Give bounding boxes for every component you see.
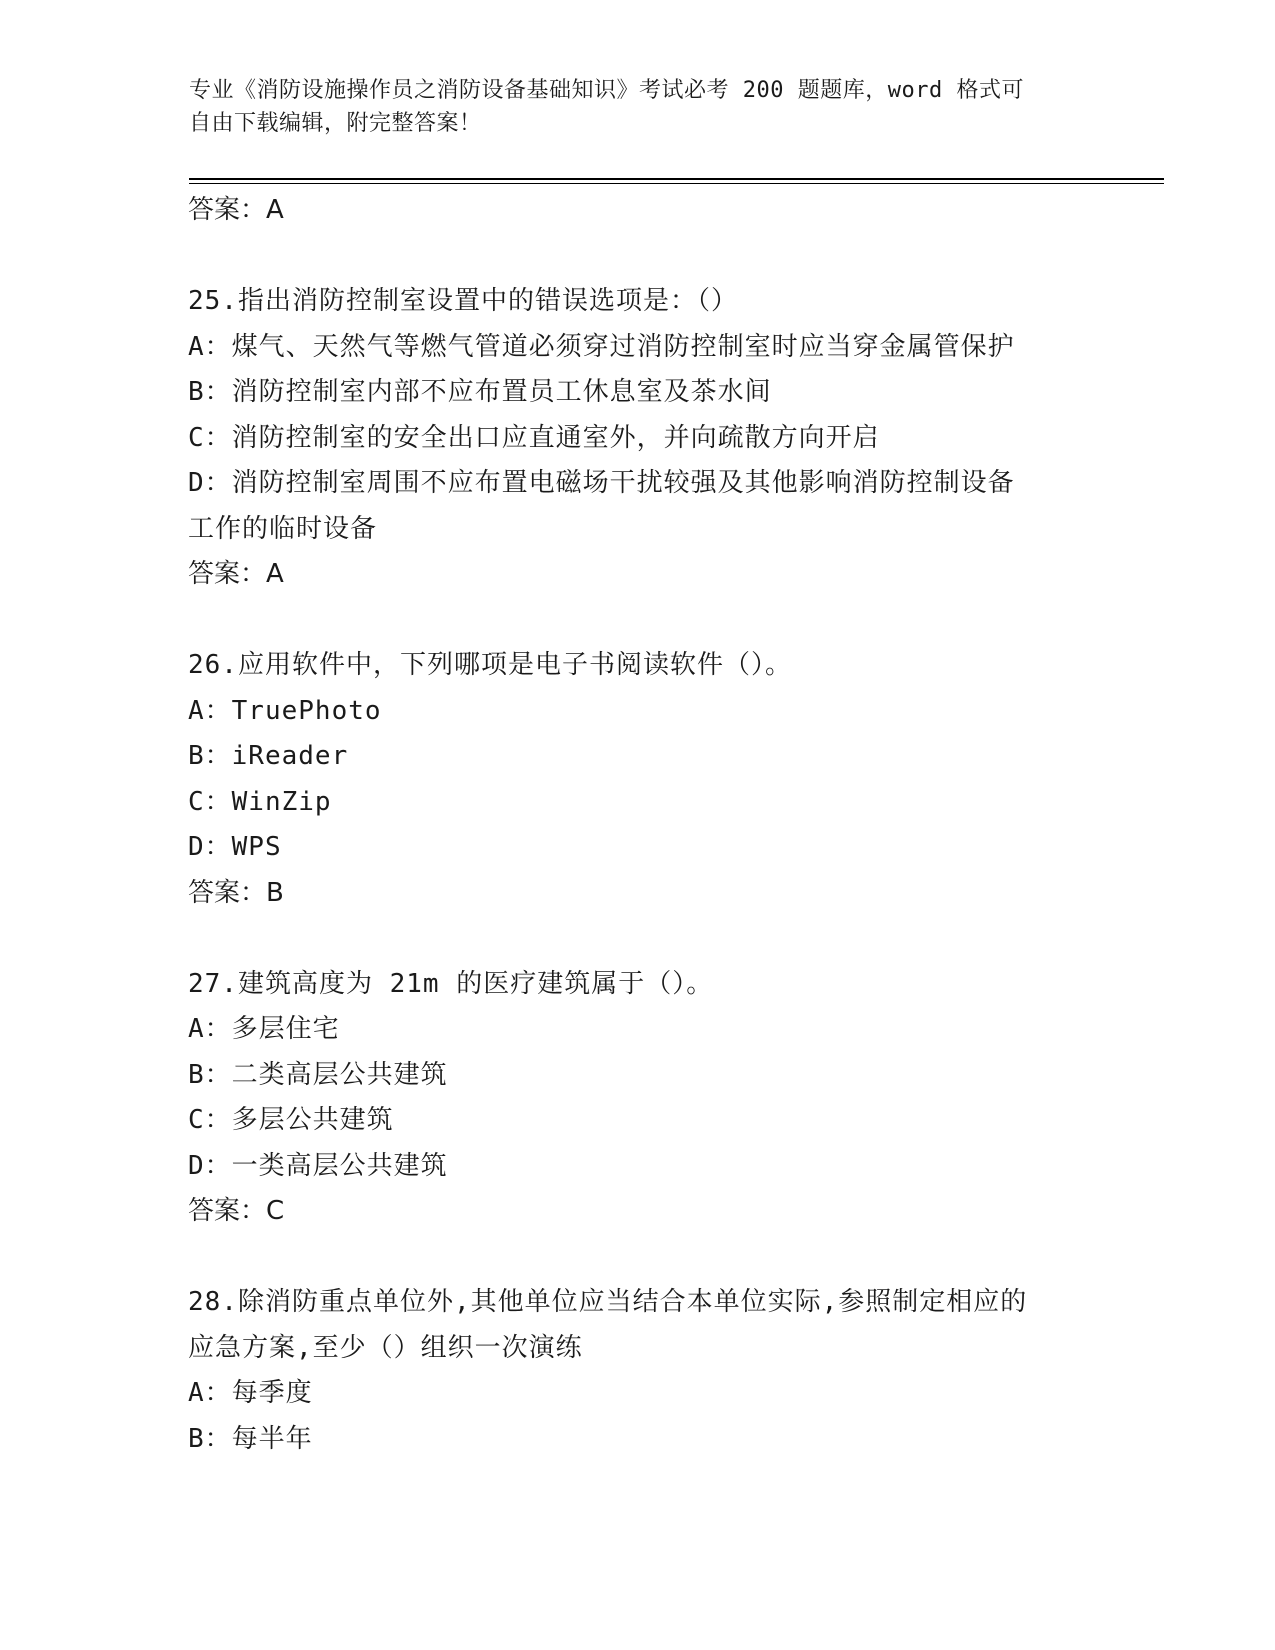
- question-option: A：每季度: [188, 1378, 313, 1408]
- question-answer: 答案：A: [188, 559, 284, 589]
- question-answer: 答案：B: [188, 877, 284, 908]
- header-rule-thin: [189, 183, 1164, 184]
- question-block: [188, 643, 1088, 916]
- question-option: B：每半年: [188, 1423, 313, 1454]
- question-option: B：二类高层公共建筑: [188, 1059, 448, 1090]
- question-option: B：iReader: [188, 741, 349, 771]
- question-block: [188, 962, 1088, 1235]
- question-spacer: [188, 598, 1088, 644]
- previous-answer: 答案：A: [188, 195, 284, 225]
- question-spacer: [188, 234, 1088, 280]
- question-block: [188, 279, 1088, 598]
- question-spacer: [188, 1235, 1088, 1281]
- questions-container: [188, 234, 1088, 1463]
- question-option: 工作的临时设备: [188, 513, 378, 544]
- question-option: A：多层住宅: [188, 1014, 340, 1044]
- question-option: A：煤气、天然气等燃气管道必须穿过消防控制室时应当穿金属管保护: [188, 331, 1015, 362]
- question-option: C：WinZip: [188, 786, 332, 817]
- question-stem: 27.建筑高度为 21m 的医疗建筑属于（）。: [188, 968, 714, 999]
- question-option: C：多层公共建筑: [188, 1105, 394, 1135]
- question-stem: 应急方案,至少（）组织一次演练: [188, 1332, 583, 1363]
- question-option: D：WPS: [188, 832, 282, 862]
- question-spacer: [188, 916, 1088, 962]
- document-header: [189, 74, 1089, 140]
- header-line-2: 自由下载编辑，附完整答案！: [189, 111, 482, 136]
- question-option: D：消防控制室周围不应布置电磁场干扰较强及其他影响消防控制设备: [188, 468, 1015, 498]
- question-block: [188, 1280, 1088, 1462]
- question-stem: 25.指出消防控制室设置中的错误选项是：（）: [188, 286, 738, 316]
- question-option: D：一类高层公共建筑: [188, 1150, 448, 1181]
- header-line-1: 专业《消防设施操作员之消防设备基础知识》考试必考 200 题题库，word 格式可: [189, 78, 1024, 103]
- question-option: A：TruePhoto: [188, 695, 382, 726]
- question-list: [188, 188, 1088, 1462]
- question-stem: 26.应用软件中，下列哪项是电子书阅读软件（）。: [188, 650, 792, 680]
- question-stem: 28.除消防重点单位外,其他单位应当结合本单位实际,参照制定相应的: [188, 1287, 1028, 1317]
- header-rule-thick: [189, 178, 1164, 180]
- question-answer: 答案：C: [188, 1196, 285, 1226]
- question-option: B：消防控制室内部不应布置员工休息室及茶水间: [188, 377, 772, 407]
- question-option: C：消防控制室的安全出口应直通室外，并向疏散方向开启: [188, 422, 880, 453]
